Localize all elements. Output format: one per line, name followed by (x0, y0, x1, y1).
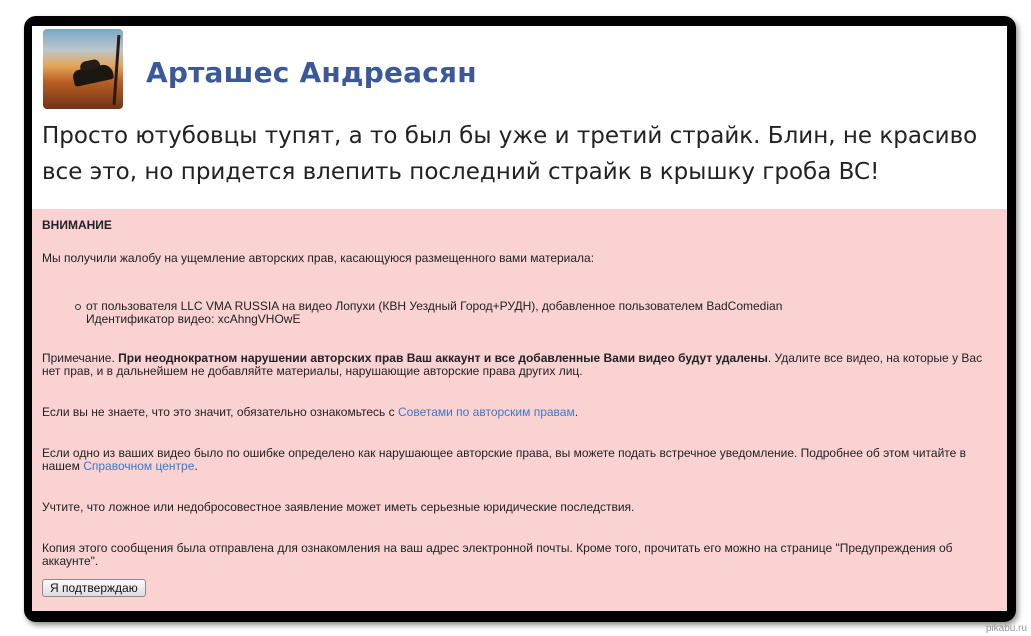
list-item (86, 300, 997, 326)
post-text: Просто ютубовцы тупят, а то был бы уже и третий страйк. Блин, не красиво все это, но придется влепить последний страйк в крышку гроба BC! (42, 123, 978, 185)
claim-list (42, 300, 997, 326)
counter-notice-paragraph (42, 447, 997, 473)
note-prefix: Примечание. (42, 351, 115, 365)
copyright-tips-link[interactable]: Советами по авторским правам (397, 405, 575, 419)
screenshot-frame (24, 16, 1016, 622)
warning-note (42, 352, 997, 378)
confirm-button[interactable]: Я подтверждаю (42, 579, 146, 597)
social-post (32, 26, 1007, 209)
tips-end: . (574, 405, 579, 419)
claim-details: от пользователя LLC VMA RUSSIA на видео Лопухи (КВН Уездный Город+РУДН), добавленное пользователем BadComedian (86, 299, 783, 313)
watermark: pikabu.ru (985, 623, 1027, 634)
counter-text: Если одно из ваших видео было по ошибке определено как нарушающее авторские права, вы можете подать встречное уведомление. Подробнее об этом читайте в нашем (42, 446, 967, 473)
avatar-pole-shape (113, 35, 121, 105)
tips-text: Если вы не знаете, что это значит, обязательно ознакомьтесь с (42, 405, 395, 419)
avatar-car-shape (72, 63, 114, 87)
copyright-warning-panel (32, 209, 1007, 611)
warning-title: ВНИМАНИЕ (42, 218, 112, 232)
copyright-tips-paragraph (42, 406, 997, 419)
note-rest: . Удалите все видео, на которые у Вас нет прав, и в дальнейшем не добавляйте материалы, нарушающие авторские права других лиц. (42, 351, 983, 378)
help-center-link[interactable]: Справочном центре (83, 459, 195, 473)
email-copy-paragraph: Копия этого сообщения была отправлена для ознакомления на ваш адрес электронной почты. Кроме того, прочитать его можно на странице "Предупреждения об аккаунте". (42, 541, 953, 568)
circle-bullet-icon (75, 304, 81, 310)
false-claim-paragraph: Учтите, что ложное или недобросовестное заявление может иметь серьезные юридические последствия. (42, 500, 635, 514)
counter-end: . (194, 459, 198, 473)
video-id: Идентификатор видео: xcAhngVHOwE (86, 312, 301, 326)
content-area (32, 26, 1007, 611)
warning-intro: Мы получили жалобу на ущемление авторских прав, касающуюся размещенного вами материала: (42, 251, 595, 265)
post-author-name[interactable]: Арташес Андреасян (146, 56, 477, 89)
note-bold-text: При неоднократном нарушении авторских прав Ваш аккаунт и все добавленные Вами видео будут удалены (118, 351, 768, 365)
avatar[interactable] (43, 29, 123, 109)
